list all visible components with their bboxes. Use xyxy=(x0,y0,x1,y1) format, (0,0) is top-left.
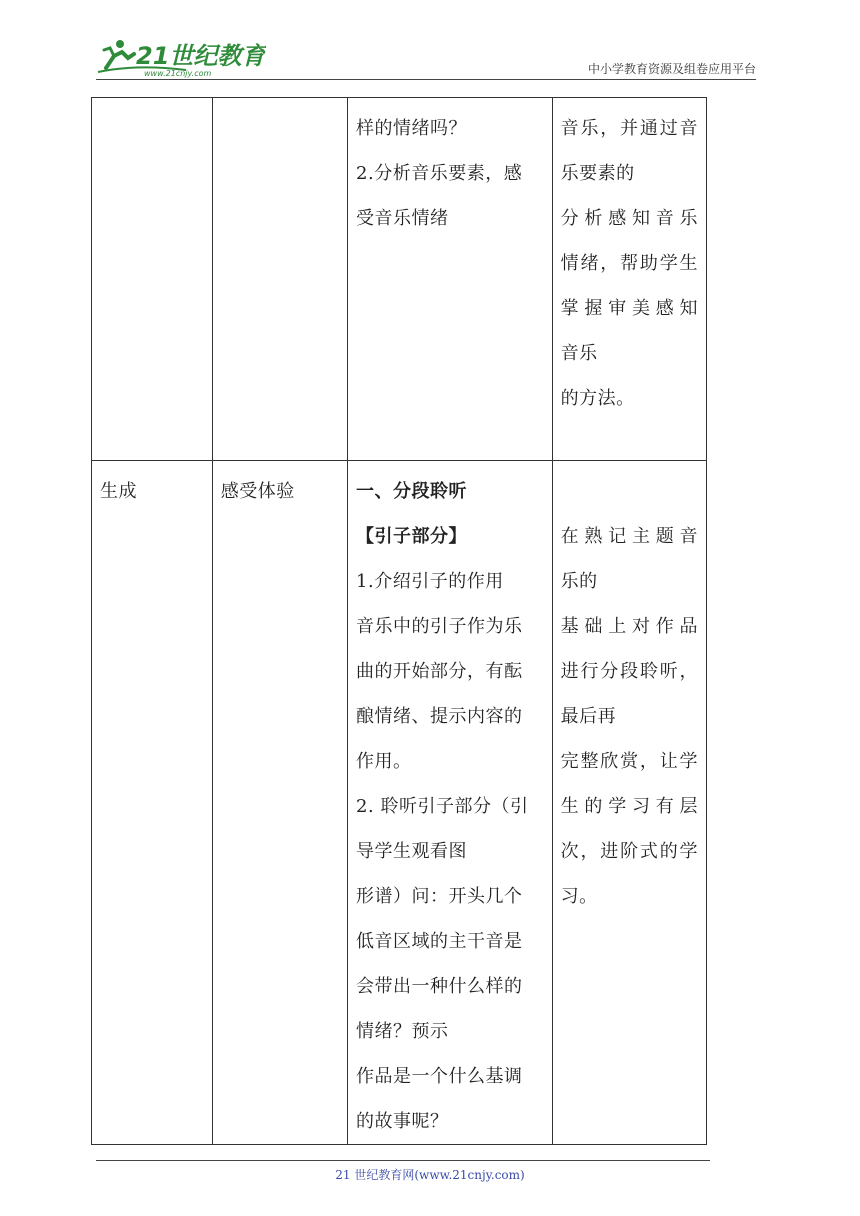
purpose-line: 进行分段聆听， xyxy=(560,661,698,682)
purpose-line: 生的学习有层 xyxy=(560,796,698,817)
logo-url: www.21cnjy.com xyxy=(144,69,212,78)
content-line: 酿情绪、提示内容的 xyxy=(356,706,523,727)
stage-cell: 生成 xyxy=(92,461,213,1145)
content-line: 2.分析音乐要素，感 xyxy=(356,163,523,184)
content-line: 作用。 xyxy=(356,751,412,772)
content-line: 2. 聆听引子部分（引 xyxy=(356,796,529,817)
purpose-line: 分析感知音乐 xyxy=(560,208,698,229)
footer-divider xyxy=(96,1160,710,1161)
purpose-line: 的方法。 xyxy=(560,388,635,409)
content-line: 1.介绍引子的作用 xyxy=(356,571,504,592)
purpose-line: 次，进阶式的学 xyxy=(560,841,698,862)
stage-cell xyxy=(92,98,213,461)
purpose-line: 最后再 xyxy=(560,706,617,727)
content-cell xyxy=(348,461,553,1145)
purpose-cell xyxy=(552,461,706,1145)
header-divider xyxy=(96,79,756,80)
purpose-line: 基础上对作品 xyxy=(560,616,698,637)
table-row xyxy=(92,98,707,461)
table-row xyxy=(92,461,707,1145)
lesson-table xyxy=(91,97,707,1145)
purpose-line xyxy=(561,469,698,514)
content-line: 会带出一种什么样的 xyxy=(356,976,523,997)
purpose-line: 完整欣赏，让学 xyxy=(560,751,698,772)
section-heading: 一、分段聆听 xyxy=(356,481,468,502)
purpose-line: 习。 xyxy=(560,886,598,907)
purpose-line: 情绪，帮助学生 xyxy=(560,253,698,274)
platform-title: 中小学教育资源及组卷应用平台 xyxy=(587,62,756,76)
purpose-line: 音乐，并通过音 xyxy=(560,118,698,139)
purpose-cell xyxy=(552,98,706,461)
content-line: 情绪？预示 xyxy=(356,1021,449,1042)
footer-link[interactable]: 21 世纪教育网(www.21cnjy.com) xyxy=(335,1168,525,1182)
logo-text: 21世纪教育 xyxy=(136,42,266,70)
content-line: 作品是一个什么基调 xyxy=(356,1066,523,1087)
content-line: 形谱）问：开头几个 xyxy=(356,886,523,907)
purpose-line: 掌握审美感知 xyxy=(560,298,698,319)
content-cell xyxy=(348,98,553,461)
content-line: 导学生观看图 xyxy=(356,841,468,862)
content-line: 音乐中的引子作为乐 xyxy=(356,616,523,637)
logo xyxy=(96,34,266,80)
content-line: 受音乐情绪 xyxy=(356,208,449,229)
purpose-line: 乐的 xyxy=(560,571,598,592)
content-line: 低音区域的主干音是 xyxy=(356,931,523,952)
content-line: 样的情绪吗？ xyxy=(356,118,468,139)
content-line: 曲的开始部分，有酝 xyxy=(356,661,523,682)
purpose-line: 乐要素的 xyxy=(560,163,635,184)
subsection-heading: 【引子部分】 xyxy=(356,526,468,547)
activity-cell xyxy=(212,98,347,461)
purpose-line: 在熟记主题音 xyxy=(560,526,698,547)
content-line: 的故事呢？ xyxy=(356,1111,449,1132)
activity-cell: 感受体验 xyxy=(212,461,347,1145)
purpose-line: 音乐 xyxy=(560,343,598,364)
